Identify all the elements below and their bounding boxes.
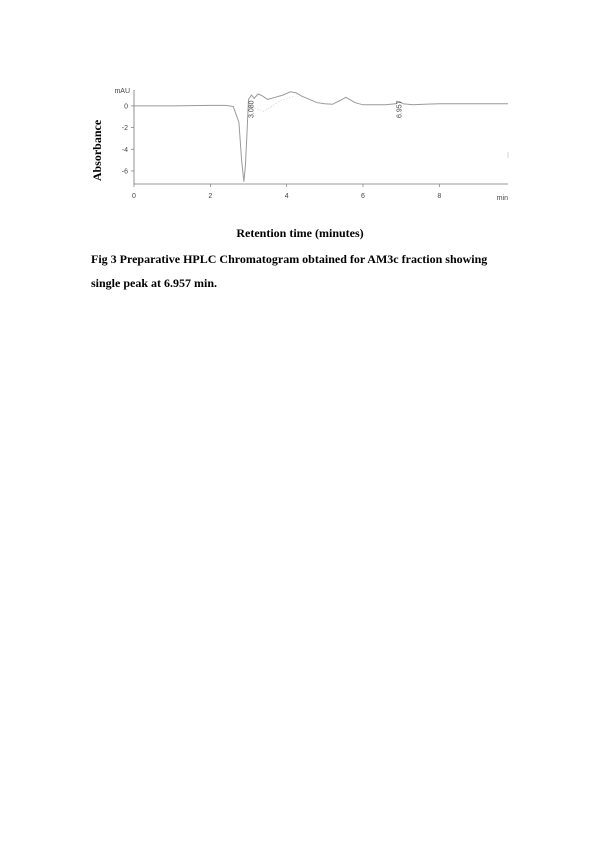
y-tick-label: -2 bbox=[121, 125, 128, 133]
x-tick-label: 2 bbox=[208, 193, 213, 200]
x-tick-label: 4 bbox=[284, 193, 289, 200]
x-unit-label: min bbox=[496, 195, 508, 202]
peak-label: 6.957 bbox=[396, 100, 404, 118]
caption-line-1: Fig 3 Preparative HPLC Chromatogram obtained for AM3c fraction showing bbox=[91, 252, 488, 266]
y-tick-label: -4 bbox=[121, 146, 128, 154]
series-line bbox=[134, 92, 508, 182]
y-tick-label: -6 bbox=[121, 168, 128, 176]
caption-line-2: single peak at 6.957 min. bbox=[91, 276, 218, 290]
y-axis-title bbox=[84, 115, 112, 185]
chromatogram-chart bbox=[88, 84, 520, 208]
peak-label: 3.080 bbox=[248, 100, 256, 118]
x-tick-label: 6 bbox=[361, 193, 365, 200]
y-axis-title-text: Absorbance bbox=[90, 119, 105, 181]
chromatogram-svg bbox=[88, 84, 520, 208]
x-axis-title: Retention time (minutes) bbox=[236, 226, 364, 240]
y-unit-label: mAU bbox=[114, 88, 130, 95]
figure-caption bbox=[91, 247, 511, 295]
y-tick-label: 0 bbox=[124, 103, 128, 111]
x-tick-label: 0 bbox=[132, 193, 136, 200]
axes-layer bbox=[114, 88, 508, 202]
x-tick-label: 8 bbox=[437, 193, 442, 200]
peak-labels bbox=[249, 100, 404, 118]
series-layer bbox=[134, 92, 508, 182]
